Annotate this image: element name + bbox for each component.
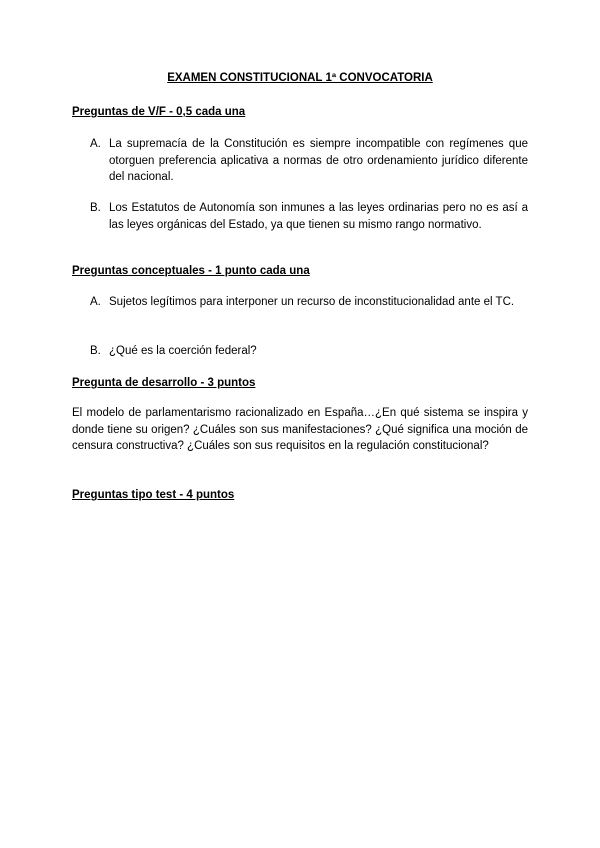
list-marker: A.	[90, 296, 101, 308]
section-heading-development: Pregunta de desarrollo - 3 puntos	[72, 377, 256, 389]
page-title: EXAMEN CONSTITUCIONAL 1ª CONVOCATORIA	[167, 72, 433, 84]
question-text: Los Estatutos de Autonomía son inmunes a las leyes ordinarias pero no es así a las leyes orgánicas del Estado, ya que tienen su mismo rango normativo.	[109, 202, 528, 231]
list-marker: B.	[90, 345, 101, 357]
section-heading-conceptual: Preguntas conceptuales - 1 punto cada una	[72, 265, 310, 277]
list-marker: A.	[90, 138, 101, 150]
section-heading-test: Preguntas tipo test - 4 puntos	[72, 489, 235, 501]
list-marker: B.	[90, 202, 101, 214]
question-text: ¿Qué es la coerción federal?	[109, 345, 257, 357]
development-question: El modelo de parlamentarismo racionalizado en España…¿En qué sistema se inspira y donde tiene su origen? ¿Cuáles son sus manifestaciones? ¿Qué significa una moción de censura constructiva? ¿Cuáles son sus requisitos en la regulación constitucional?	[72, 407, 528, 452]
list-item	[90, 136, 528, 186]
list-item	[90, 200, 528, 233]
list-item	[90, 294, 528, 311]
question-text: Sujetos legítimos para interponer un recurso de inconstitucionalidad ante el TC.	[109, 296, 515, 308]
list-item	[90, 343, 528, 360]
question-text: La supremacía de la Constitución es siempre incompatible con regímenes que otorguen preferencia aplicativa a normas de otro ordenamiento jurídico diferente del nacional.	[109, 138, 528, 183]
section-heading-true-false: Preguntas de V/F - 0,5 cada una	[72, 106, 246, 118]
